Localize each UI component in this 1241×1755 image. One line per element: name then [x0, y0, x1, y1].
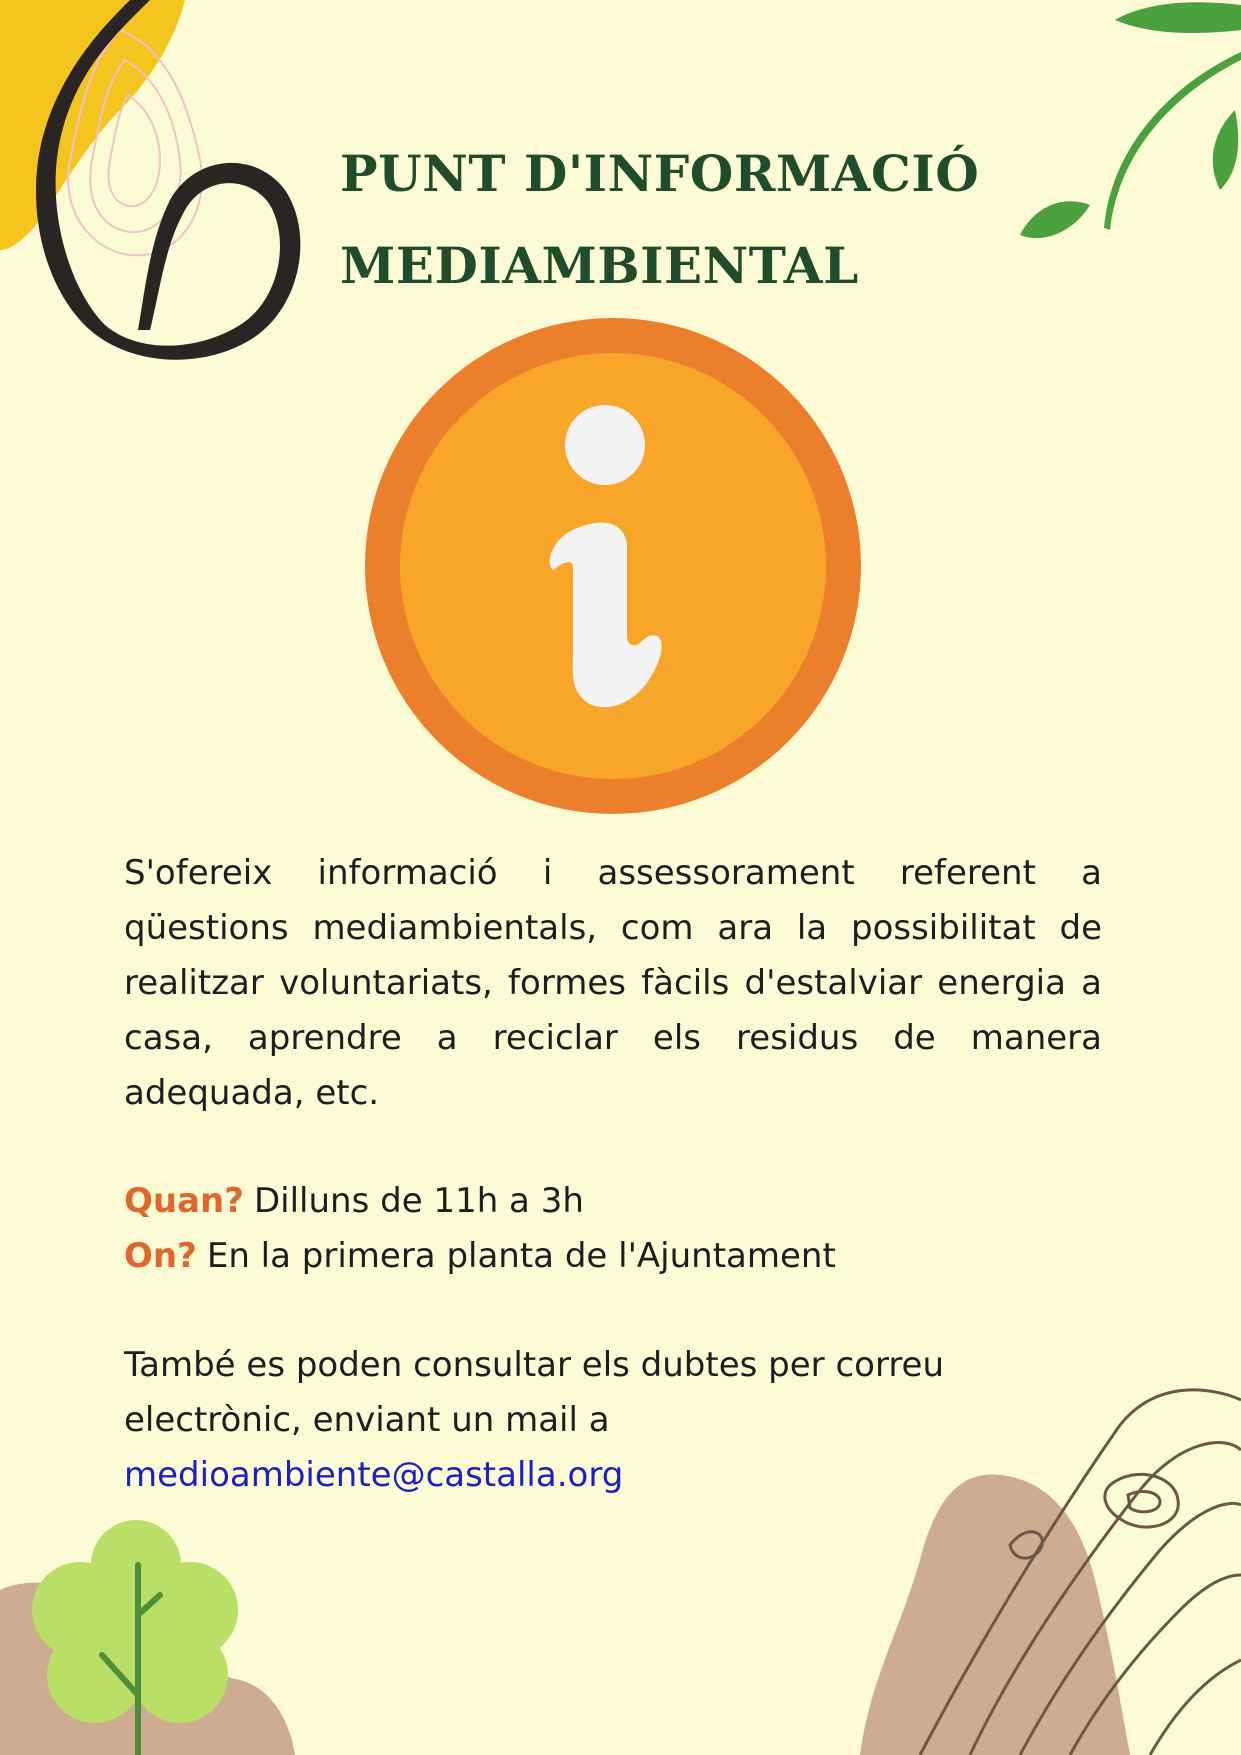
bottom-right-decoration	[860, 1380, 1241, 1755]
info-icon	[365, 318, 861, 814]
leaf-icon	[1213, 110, 1238, 190]
where-value: En la primera planta de l'Ajuntament	[206, 1236, 836, 1276]
page-title	[340, 128, 1140, 312]
contact-text: També es poden consultar els dubtes per correu electrònic, enviant un mail a	[124, 1345, 945, 1440]
tan-blob	[860, 1474, 1130, 1755]
when-value: Dilluns de 11h a 3h	[253, 1181, 584, 1221]
when-label: Quan?	[124, 1181, 244, 1221]
bottom-left-decoration	[0, 1505, 300, 1755]
where-row	[124, 1229, 1102, 1284]
description-paragraph: S'ofereix informació i assessorament referent a qüestions mediambientals, com ara la possibilitat de realitzar voluntariats, formes fàcils d'estalviar energia a casa, aprendre a reciclar els residus de manera adequada, etc.	[124, 853, 1102, 1113]
when-row	[124, 1174, 1102, 1229]
where-label: On?	[124, 1236, 197, 1276]
title-line-1: PUNT D'INFORMACIÓ	[340, 144, 980, 203]
top-left-decoration	[0, 0, 320, 380]
email-link[interactable]: medioambiente@castalla.org	[124, 1455, 624, 1495]
details-block	[124, 1174, 1102, 1284]
title-line-2: MEDIAMBIENTAL	[340, 236, 859, 295]
yellow-blob	[0, 0, 185, 250]
leaf-icon	[1115, 2, 1241, 33]
